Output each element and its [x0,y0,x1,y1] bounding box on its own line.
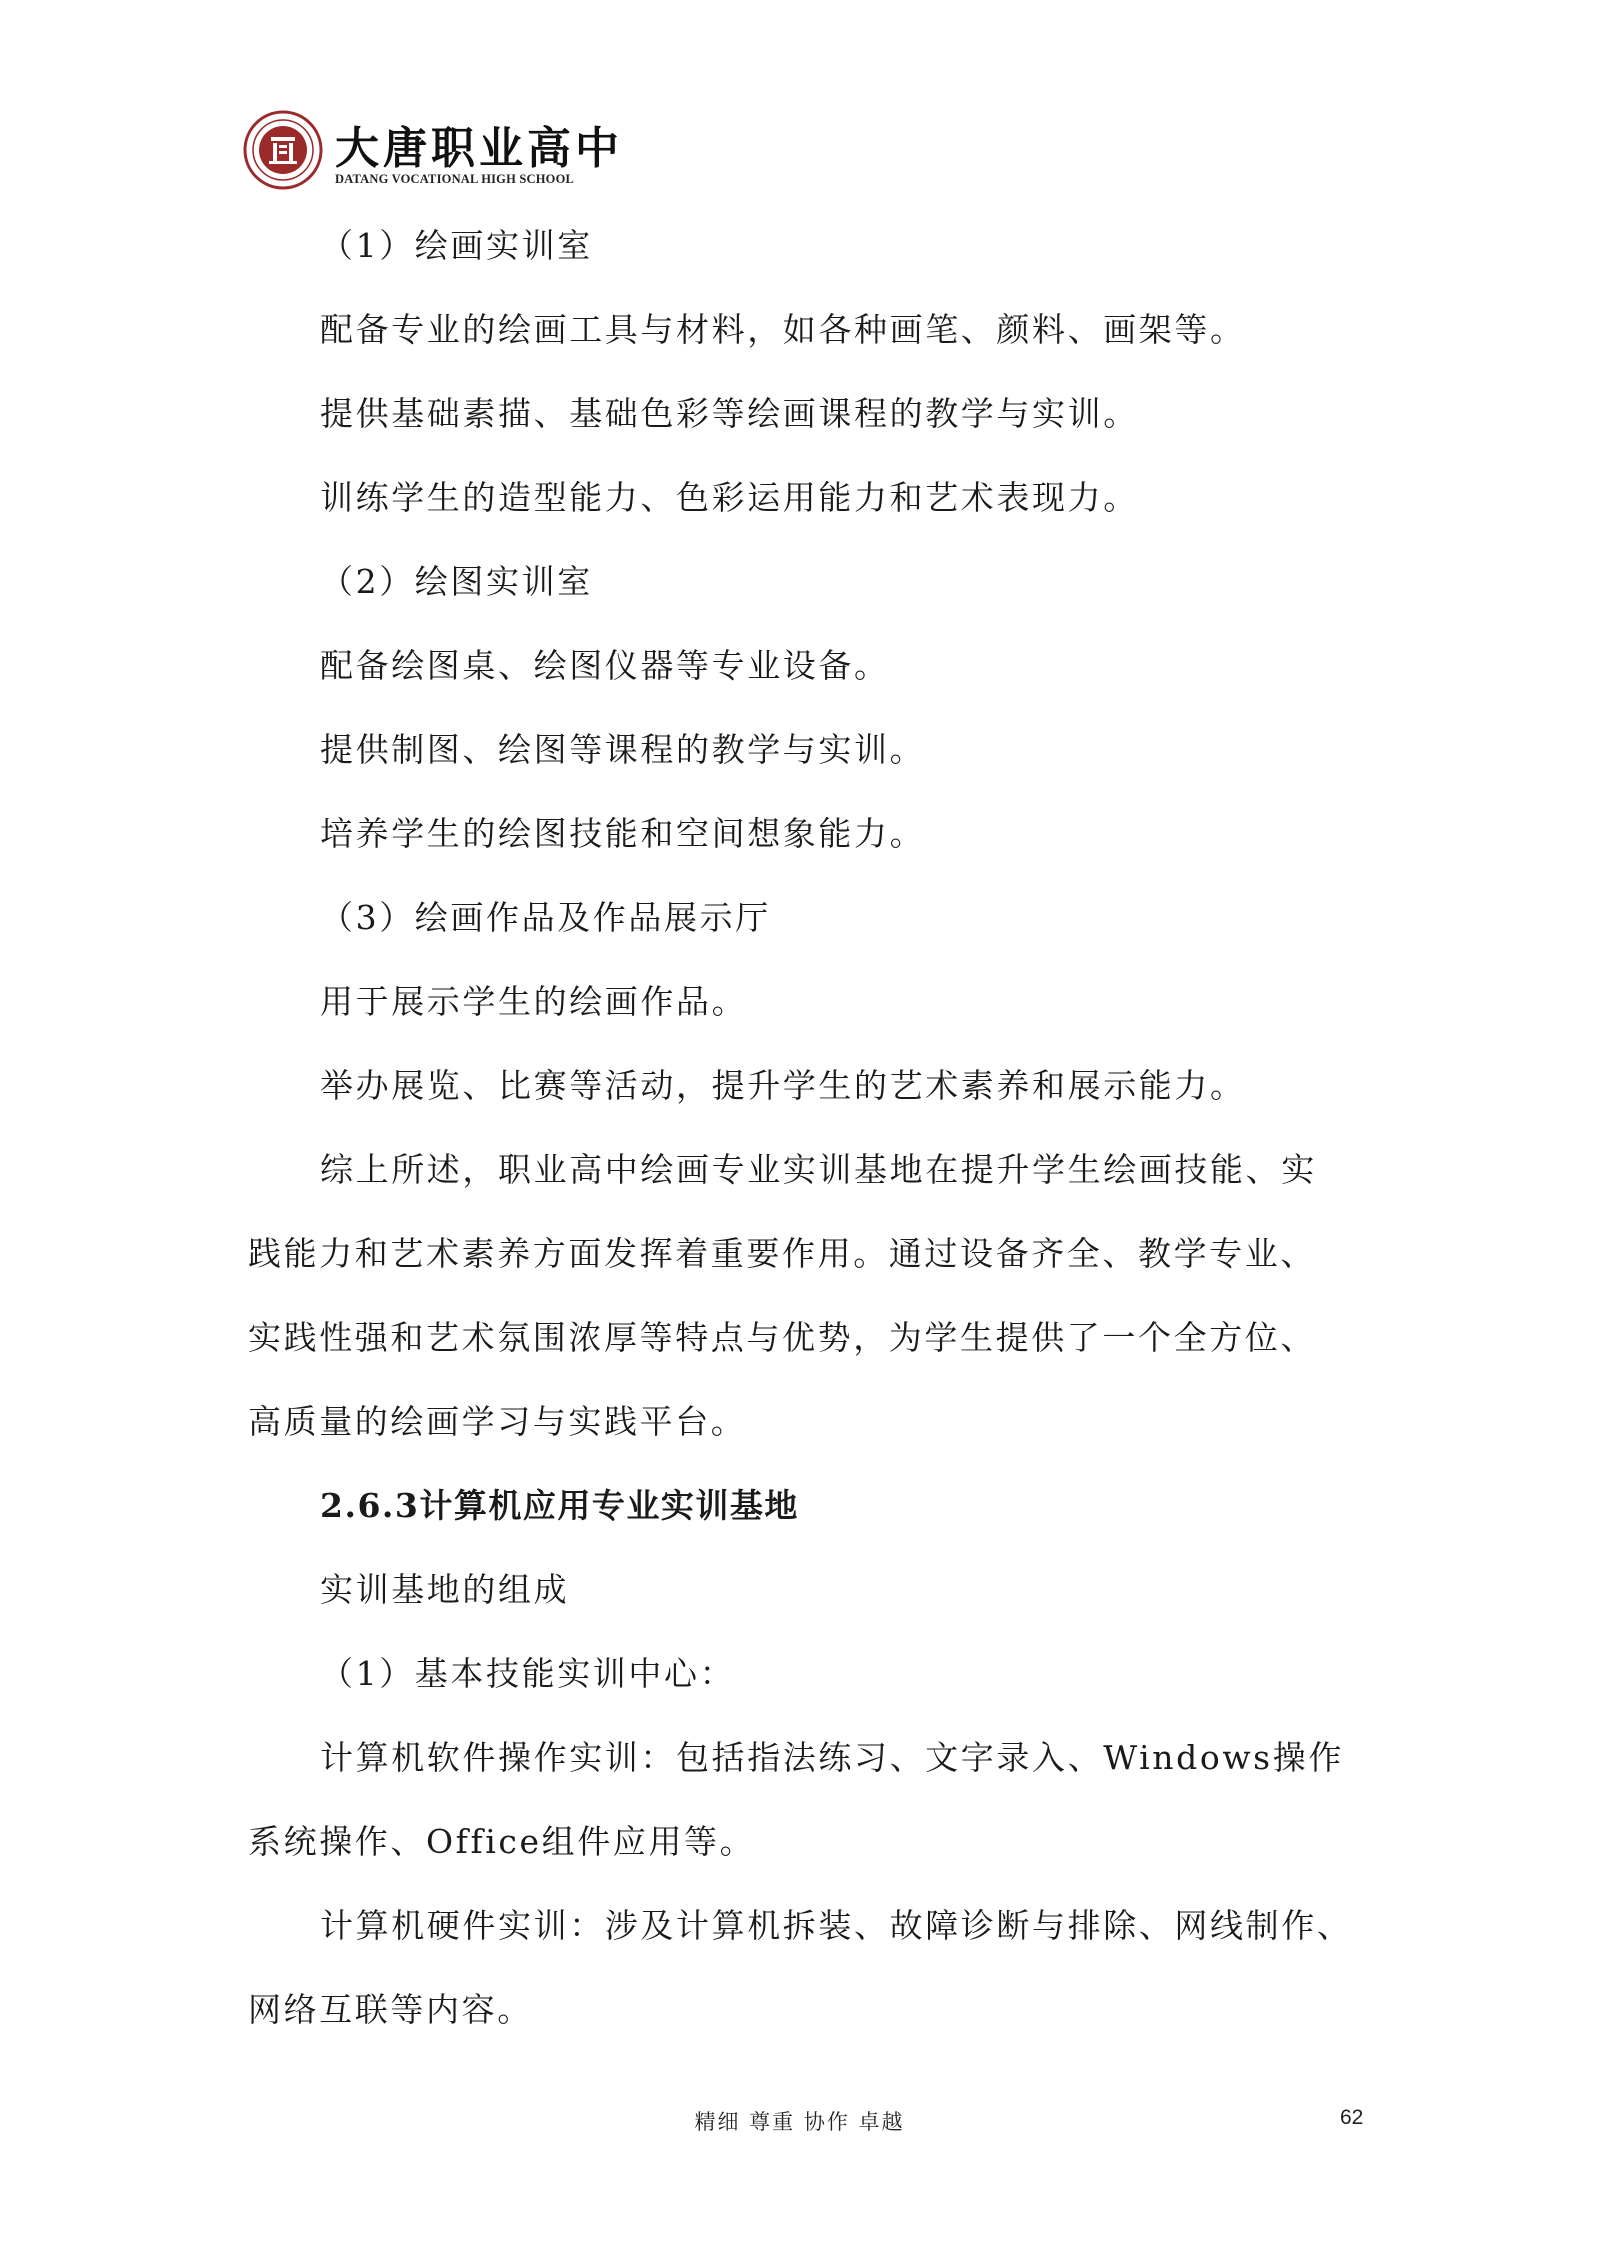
school-name-logo: 大唐职业高中 [335,123,623,174]
paragraph-line: 践能力和艺术素养方面发挥着重要作用。通过设备齐全、教学专业、 [248,1234,1316,1273]
footer-motto: 精细 尊重 协作 卓越 [694,2110,905,2134]
school-logo-header [243,108,643,196]
page-number: 62 [1340,2106,1364,2129]
paragraph-line: 提供制图、绘图等课程的教学与实训。 [320,730,926,769]
paragraph-line: 配备绘图桌、绘图仪器等专业设备。 [320,646,890,685]
school-seal-icon [243,110,323,190]
document-body [248,204,1373,2052]
subheading-painting-room: （1）绘画实训室 [320,226,593,265]
paragraph-line: 配备专业的绘画工具与材料，如各种画笔、颜料、画架等。 [320,310,1246,349]
paragraph-line: 综上所述，职业高中绘画专业实训基地在提升学生绘画技能、实 [320,1150,1317,1189]
paragraph-line: 网络互联等内容。 [248,1990,533,2029]
paragraph-line: 实训基地的组成 [320,1570,570,1609]
paragraph-line: 计算机硬件实训：涉及计算机拆装、故障诊断与排除、网线制作、 [320,1906,1353,1945]
paragraph-line: 举办展览、比赛等活动，提升学生的艺术素养和展示能力。 [320,1066,1246,1105]
paragraph-line: 提供基础素描、基础色彩等绘画课程的教学与实训。 [320,394,1139,433]
section-heading: 2.6.3计算机应用专业实训基地 [320,1486,799,1525]
paragraph-line: 系统操作、Office组件应用等。 [248,1822,756,1861]
paragraph-line: 计算机软件操作实训：包括指法练习、文字录入、Windows操作 [320,1738,1344,1777]
school-name-english: DATANG VOCATIONAL HIGH SCHOOL [335,172,575,186]
subheading-drawing-room: （2）绘图实训室 [320,562,593,601]
paragraph-line: 实践性强和艺术氛围浓厚等特点与优势，为学生提供了一个全方位、 [248,1318,1316,1357]
paragraph-line: 用于展示学生的绘画作品。 [320,982,748,1021]
subheading-basic-skills-center: （1）基本技能实训中心： [320,1654,736,1693]
paragraph-line: 高质量的绘画学习与实践平台。 [248,1402,747,1441]
subheading-exhibition-hall: （3）绘画作品及作品展示厅 [320,898,771,937]
paragraph-line: 培养学生的绘图技能和空间想象能力。 [320,814,926,853]
paragraph-line: 训练学生的造型能力、色彩运用能力和艺术表现力。 [320,478,1139,517]
